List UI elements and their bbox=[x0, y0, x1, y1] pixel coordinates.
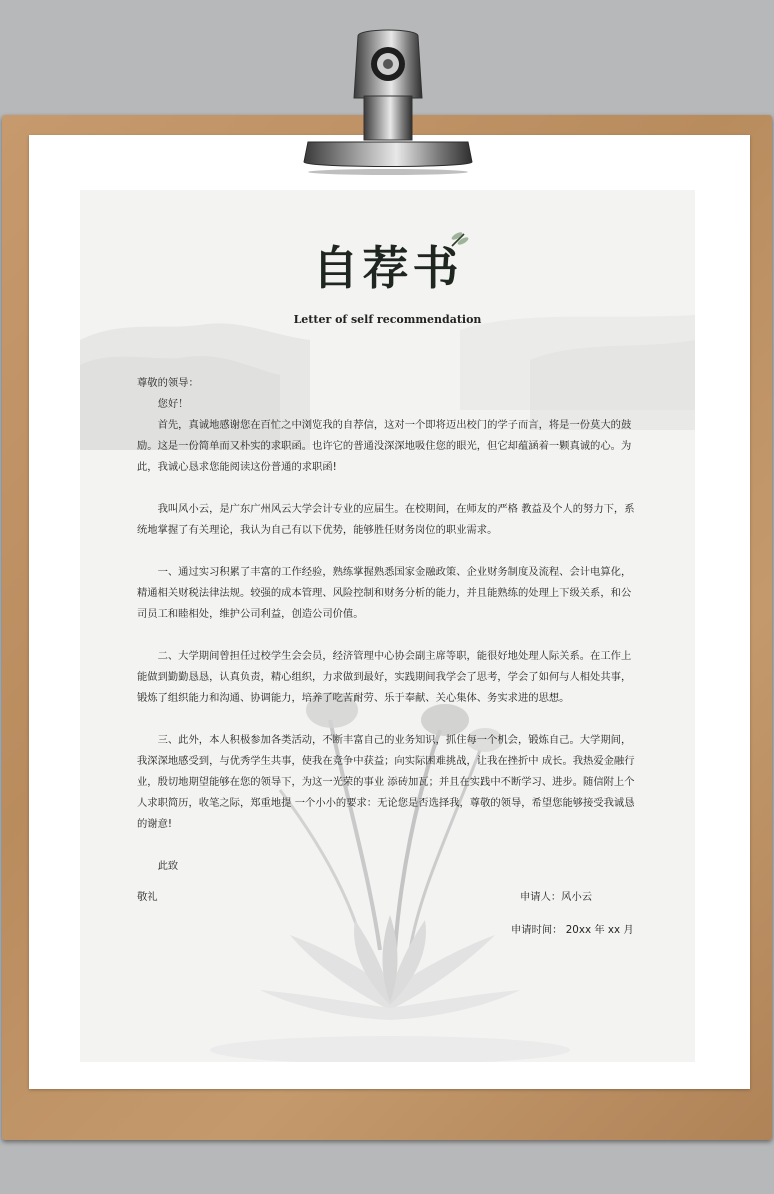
salutation: 尊敬的领导： bbox=[137, 377, 199, 389]
paragraph-self-introduction: 我叫风小云，是广东广州风云大学会计专业的应届生。在校期间，在师友的严格 教益及个人的努力下，系统地掌握了有关理论，我认为自己有以下优势，能够胜任财务岗位的职业需求。 bbox=[137, 503, 635, 536]
page-subtitle: Letter of self recommendation bbox=[293, 313, 482, 326]
greeting: 您好！ bbox=[157, 398, 189, 410]
application-date: 申请时间： 20xx 年 xx 月 bbox=[511, 924, 634, 936]
closing-cizhi: 此致 bbox=[157, 860, 179, 872]
letter-body bbox=[137, 373, 641, 941]
paragraph-point-three: 三、此外，本人积极参加各类活动，不断丰富自己的业务知识，抓住每一个机会，锻炼自己。大学期间，我深深地感受到，与优秀学生共事，使我在竞争中获益；向实际困难挑战，让我在挫折中 成长。我热爱金融行业，殷切地期望能够在您的领导下，为这一光荣的事业 添砖加瓦；并且在实践中不断学习、进步。随信附上个人求职简历，收笔之际，郑重地提 一个小小的要求：无论您是否选择我，尊敬的领导，希望您能够接受我诚恳的谢意! bbox=[137, 734, 635, 830]
applicant-name: 申请人：风小云 bbox=[520, 891, 593, 903]
letter-sheet bbox=[80, 190, 695, 1062]
paragraph-intro: 首先，真诚地感谢您在百忙之中浏览我的自荐信，这对一个即将迈出校门的学子而言，将是一份莫大的鼓励。这是一份简单而又朴实的求职函。也许它的普通没深深地吸住您的眼光，但它却蕴涵着一颗真诚的心。为此，我诚心恳求您能阅读这份普通的求职函! bbox=[137, 419, 632, 473]
paragraph-point-two: 二、大学期间曾担任过校学生会会员，经济管理中心协会副主席等职，能很好地处理人际关系。在工作上能做到勤勤恳恳，认真负责，精心组织，力求做到最好，实践期间我学会了思考，学会了如何与人相处共事，锻炼了组织能力和沟通、协调能力，培养了吃苦耐劳、乐于奉献、关心集体、务实求进的思想。 bbox=[137, 650, 632, 704]
page-title: 自荐书 bbox=[312, 241, 463, 295]
binder-clip bbox=[300, 26, 480, 176]
closing-jingli: 敬礼 bbox=[137, 891, 158, 903]
paragraph-point-one: 一、通过实习积累了丰富的工作经验，熟练掌握熟悉国家金融政策、企业财务制度及流程、会计电算化，精通相关财税法律法规。较强的成本管理、风险控制和财务分析的能力，并且能熟练的处理上下级关系，和公司员工和睦相处，维护公司利益，创造公司价值。 bbox=[137, 566, 632, 620]
